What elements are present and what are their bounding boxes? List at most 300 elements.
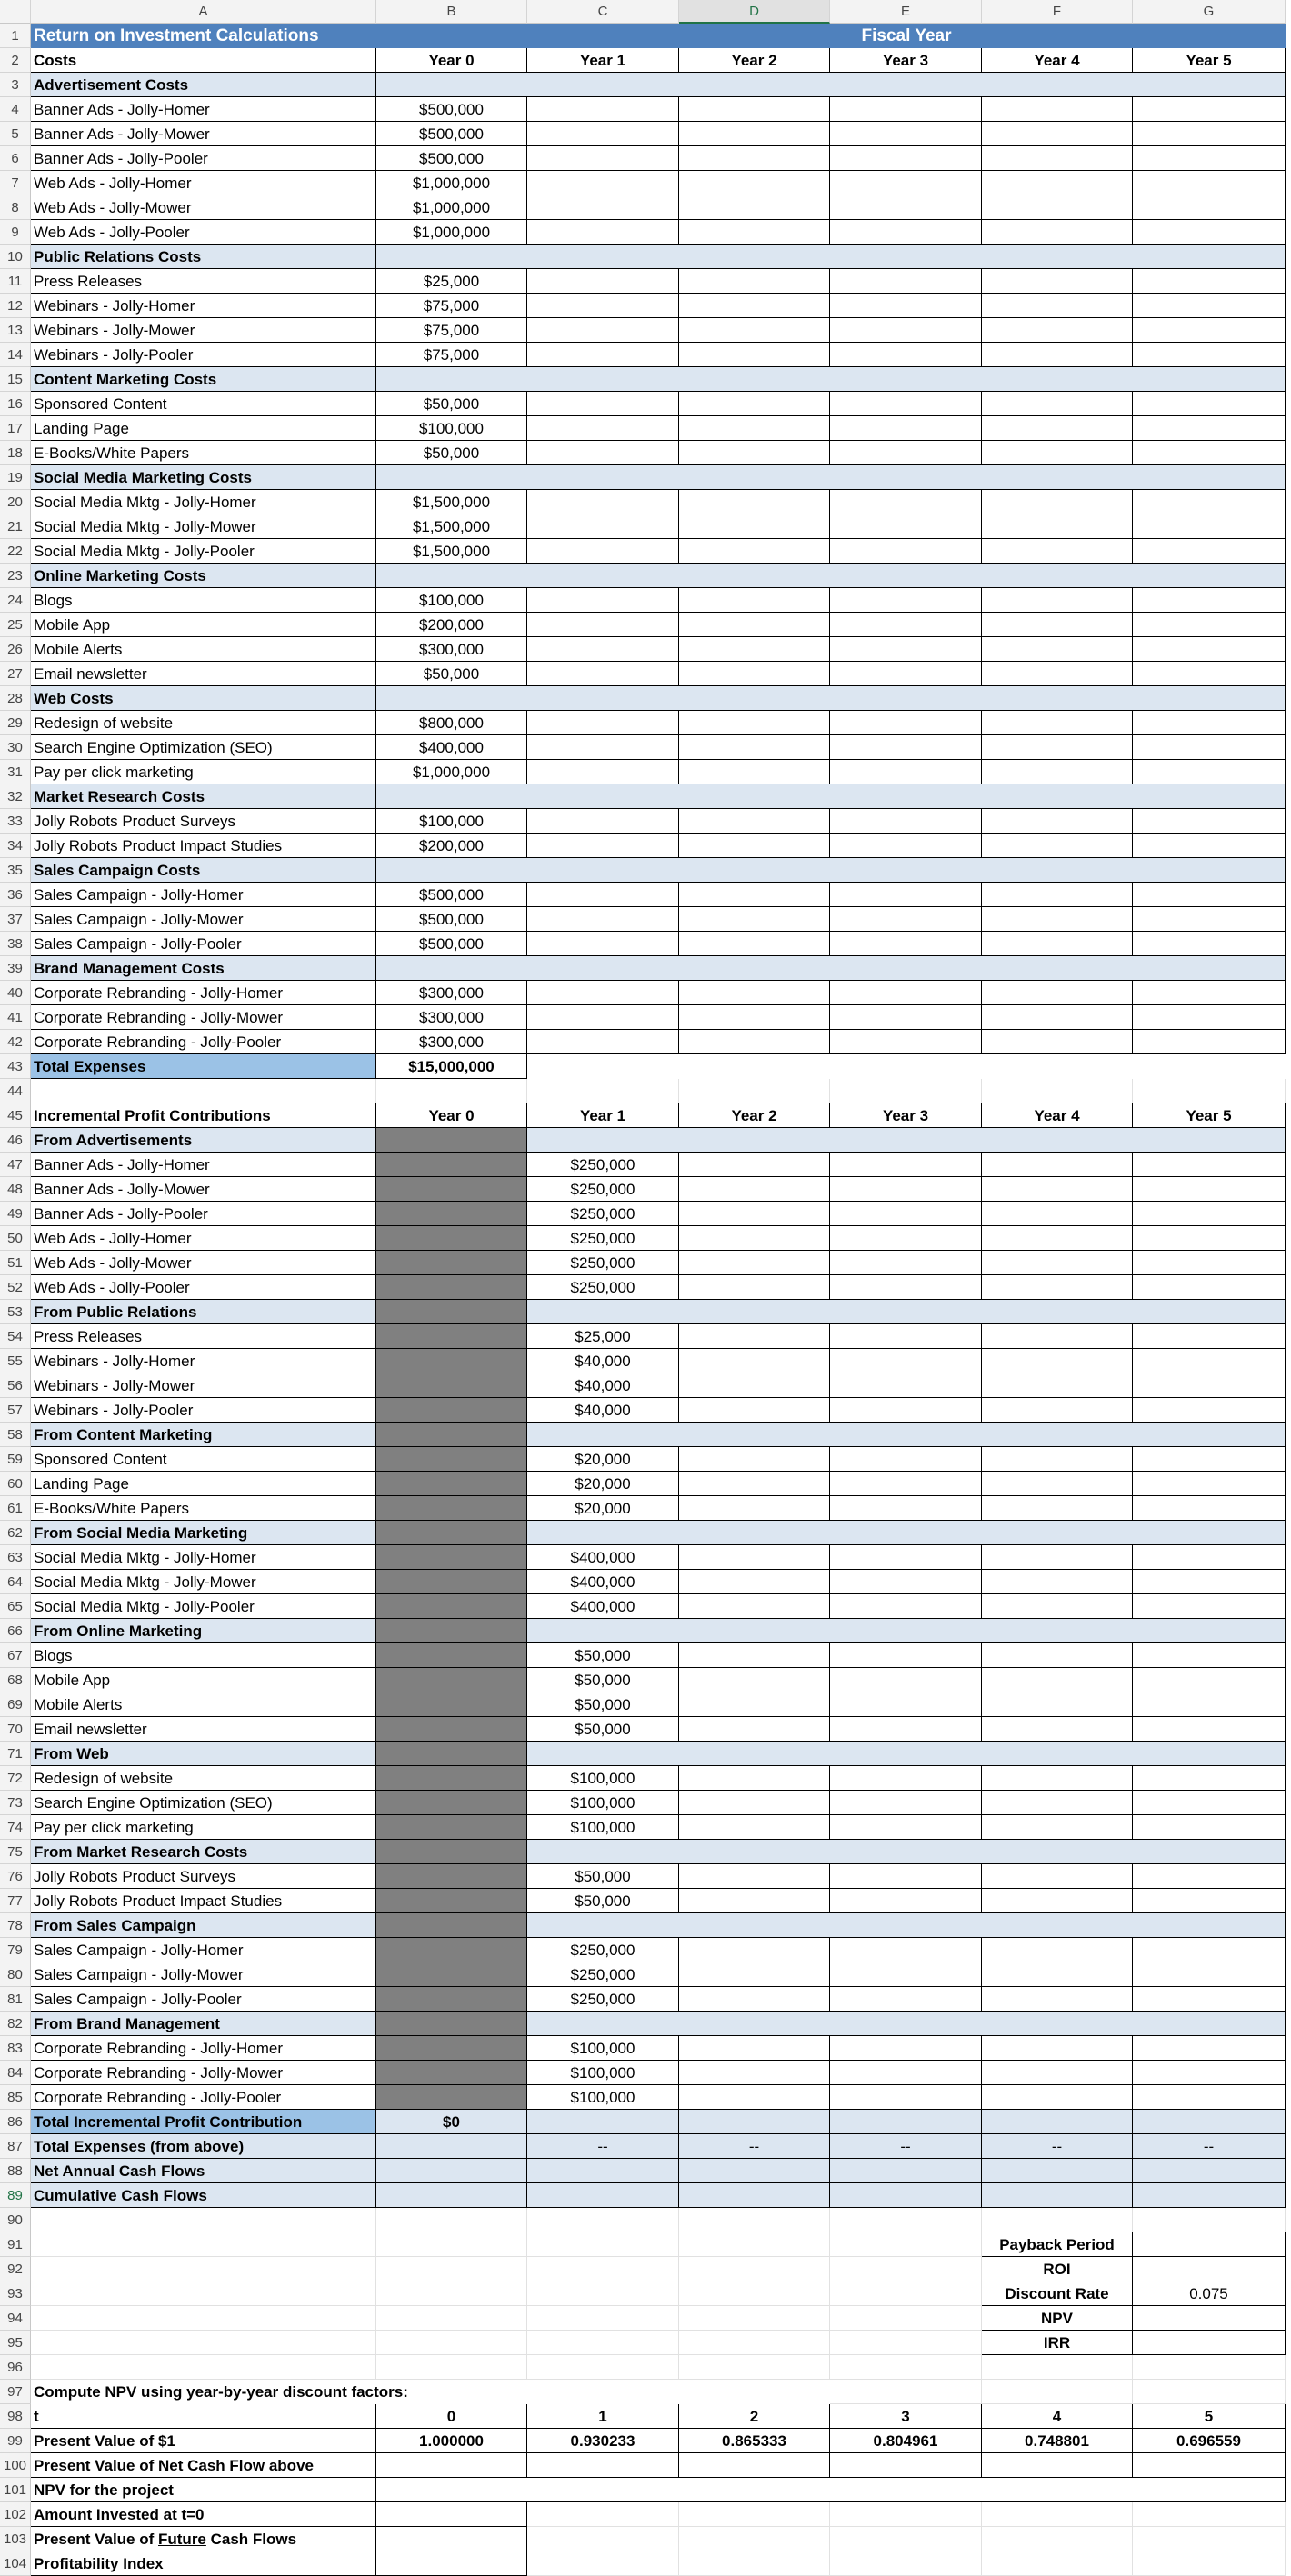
empty-cell[interactable] bbox=[679, 1005, 830, 1030]
dash-cell[interactable]: -- bbox=[527, 2134, 679, 2159]
empty-cell[interactable] bbox=[982, 1938, 1133, 1962]
gray-cell[interactable] bbox=[376, 1300, 527, 1324]
empty-cell[interactable] bbox=[679, 294, 830, 318]
row-header-8[interactable]: 8 bbox=[0, 195, 31, 220]
empty-cell[interactable] bbox=[830, 294, 982, 318]
empty-cell[interactable] bbox=[679, 122, 830, 146]
empty-cell[interactable] bbox=[527, 662, 679, 686]
row-header-56[interactable]: 56 bbox=[0, 1373, 31, 1398]
empty-cell[interactable] bbox=[527, 416, 679, 441]
empty-cell[interactable] bbox=[830, 883, 982, 907]
cost-item-label[interactable]: Banner Ads - Jolly-Mower bbox=[31, 122, 376, 146]
contribution-value-year1[interactable]: $50,000 bbox=[527, 1643, 679, 1668]
empty-cell[interactable] bbox=[1133, 2527, 1286, 2551]
contribution-section-title[interactable]: From Public Relations bbox=[31, 1300, 376, 1324]
empty-cell[interactable] bbox=[982, 1079, 1133, 1103]
cost-item-label[interactable]: Mobile App bbox=[31, 613, 376, 637]
empty-cell[interactable] bbox=[679, 735, 830, 760]
empty-cell[interactable] bbox=[830, 2183, 982, 2208]
row-header-99[interactable]: 99 bbox=[0, 2429, 31, 2453]
row-header-1[interactable]: 1 bbox=[0, 24, 31, 48]
empty-cell[interactable] bbox=[679, 2110, 830, 2134]
row-header-50[interactable]: 50 bbox=[0, 1226, 31, 1251]
empty-cell[interactable] bbox=[679, 637, 830, 662]
empty-cell[interactable] bbox=[982, 1668, 1133, 1692]
empty-cell[interactable] bbox=[982, 441, 1133, 465]
empty-cell[interactable] bbox=[31, 2281, 376, 2306]
cost-section-title[interactable]: Content Marketing Costs bbox=[31, 367, 376, 392]
row-header-75[interactable]: 75 bbox=[0, 1840, 31, 1864]
empty-cell[interactable] bbox=[527, 392, 679, 416]
empty-cell[interactable] bbox=[679, 1226, 830, 1251]
empty-cell[interactable] bbox=[982, 1472, 1133, 1496]
contribution-item-label[interactable]: Sales Campaign - Jolly-Homer bbox=[31, 1938, 376, 1962]
empty-cell[interactable] bbox=[1133, 932, 1286, 956]
cost-item-label[interactable]: Web Ads - Jolly-Pooler bbox=[31, 220, 376, 245]
year-header[interactable]: Year 1 bbox=[527, 48, 679, 73]
empty-cell[interactable] bbox=[1133, 637, 1286, 662]
empty-cell[interactable] bbox=[679, 1447, 830, 1472]
row-header-25[interactable]: 25 bbox=[0, 613, 31, 637]
gray-cell[interactable] bbox=[376, 1202, 527, 1226]
contribution-item-label[interactable]: Mobile Alerts bbox=[31, 1692, 376, 1717]
empty-cell[interactable] bbox=[679, 2085, 830, 2110]
empty-cell[interactable] bbox=[830, 1889, 982, 1913]
empty-cell[interactable] bbox=[679, 834, 830, 858]
row-header-94[interactable]: 94 bbox=[0, 2306, 31, 2331]
cost-item-label[interactable]: Jolly Robots Product Impact Studies bbox=[31, 834, 376, 858]
empty-cell[interactable] bbox=[1133, 1496, 1286, 1521]
empty-cell[interactable] bbox=[1133, 1226, 1286, 1251]
empty-cell[interactable] bbox=[982, 1545, 1133, 1570]
contribution-value-year1[interactable]: $40,000 bbox=[527, 1398, 679, 1423]
contribution-item-label[interactable]: Webinars - Jolly-Mower bbox=[31, 1373, 376, 1398]
empty-cell[interactable] bbox=[830, 318, 982, 343]
empty-cell[interactable] bbox=[376, 2232, 527, 2257]
contribution-value-year1[interactable]: $100,000 bbox=[527, 2036, 679, 2061]
empty-cell[interactable] bbox=[830, 1791, 982, 1815]
empty-cell[interactable] bbox=[982, 1791, 1133, 1815]
row-header-77[interactable]: 77 bbox=[0, 1889, 31, 1913]
empty-cell[interactable] bbox=[982, 1496, 1133, 1521]
row-header-7[interactable]: 7 bbox=[0, 171, 31, 195]
row-header-102[interactable]: 102 bbox=[0, 2502, 31, 2527]
metric-label[interactable]: Discount Rate bbox=[982, 2281, 1133, 2306]
section-band[interactable] bbox=[376, 858, 1286, 883]
empty-cell[interactable] bbox=[830, 1005, 982, 1030]
empty-cell[interactable] bbox=[830, 1594, 982, 1619]
empty-cell[interactable] bbox=[982, 809, 1133, 834]
empty-cell[interactable] bbox=[1133, 907, 1286, 932]
empty-cell[interactable] bbox=[830, 588, 982, 613]
empty-cell[interactable] bbox=[1133, 1079, 1286, 1103]
empty-cell[interactable] bbox=[830, 392, 982, 416]
contribution-item-label[interactable]: Search Engine Optimization (SEO) bbox=[31, 1791, 376, 1815]
year-header[interactable]: Year 4 bbox=[982, 1103, 1133, 1128]
empty-cell[interactable] bbox=[982, 981, 1133, 1005]
cost-item-label[interactable]: Corporate Rebranding - Jolly-Pooler bbox=[31, 1030, 376, 1054]
contribution-value-year1[interactable]: $100,000 bbox=[527, 1791, 679, 1815]
empty-cell[interactable] bbox=[982, 1030, 1133, 1054]
empty-cell[interactable] bbox=[679, 1962, 830, 1987]
contribution-item-label[interactable]: Pay per click marketing bbox=[31, 1815, 376, 1840]
empty-cell[interactable] bbox=[830, 416, 982, 441]
cost-value-year0[interactable]: $500,000 bbox=[376, 122, 527, 146]
dash-cell[interactable]: -- bbox=[679, 2134, 830, 2159]
cost-value-year0[interactable]: $1,000,000 bbox=[376, 195, 527, 220]
empty-cell[interactable] bbox=[679, 1472, 830, 1496]
row-header-4[interactable]: 4 bbox=[0, 97, 31, 122]
empty-cell[interactable] bbox=[830, 711, 982, 735]
row-header-47[interactable]: 47 bbox=[0, 1153, 31, 1177]
empty-cell[interactable] bbox=[527, 1005, 679, 1030]
row-header-82[interactable]: 82 bbox=[0, 2012, 31, 2036]
empty-cell[interactable] bbox=[527, 883, 679, 907]
row-header-67[interactable]: 67 bbox=[0, 1643, 31, 1668]
empty-cell[interactable] bbox=[1133, 1324, 1286, 1349]
contribution-value-year1[interactable]: $250,000 bbox=[527, 1226, 679, 1251]
empty-cell[interactable] bbox=[1133, 2036, 1286, 2061]
contribution-item-label[interactable]: Webinars - Jolly-Pooler bbox=[31, 1398, 376, 1423]
contribution-item-label[interactable]: Social Media Mktg - Jolly-Pooler bbox=[31, 1594, 376, 1619]
empty-cell[interactable] bbox=[679, 1275, 830, 1300]
empty-cell[interactable] bbox=[830, 2281, 982, 2306]
cost-item-label[interactable]: Jolly Robots Product Surveys bbox=[31, 809, 376, 834]
column-header-A[interactable]: A bbox=[31, 0, 376, 24]
year-header[interactable]: Year 5 bbox=[1133, 48, 1286, 73]
row-header-53[interactable]: 53 bbox=[0, 1300, 31, 1324]
empty-cell[interactable] bbox=[527, 2502, 679, 2527]
section-band[interactable] bbox=[527, 1742, 1286, 1766]
empty-cell[interactable] bbox=[982, 2502, 1133, 2527]
empty-cell[interactable] bbox=[527, 809, 679, 834]
empty-cell[interactable] bbox=[679, 490, 830, 514]
row-header-52[interactable]: 52 bbox=[0, 1275, 31, 1300]
dash-cell[interactable]: -- bbox=[1133, 2134, 1286, 2159]
empty-cell[interactable] bbox=[1133, 2061, 1286, 2085]
t-label[interactable]: t bbox=[31, 2404, 376, 2429]
row-header-33[interactable]: 33 bbox=[0, 809, 31, 834]
cost-section-title[interactable]: Brand Management Costs bbox=[31, 956, 376, 981]
empty-cell[interactable] bbox=[527, 711, 679, 735]
year-header[interactable]: Year 2 bbox=[679, 1103, 830, 1128]
empty-cell[interactable] bbox=[679, 2453, 830, 2478]
empty-cell[interactable] bbox=[982, 97, 1133, 122]
contribution-section-title[interactable]: From Online Marketing bbox=[31, 1619, 376, 1643]
cost-value-year0[interactable]: $300,000 bbox=[376, 1005, 527, 1030]
empty-cell[interactable] bbox=[1133, 318, 1286, 343]
empty-cell[interactable] bbox=[830, 1643, 982, 1668]
cost-value-year0[interactable]: $100,000 bbox=[376, 588, 527, 613]
empty-cell[interactable] bbox=[31, 2232, 376, 2257]
pv-future-value[interactable] bbox=[376, 2527, 527, 2551]
pv-value[interactable]: 0.748801 bbox=[982, 2429, 1133, 2453]
empty-cell[interactable] bbox=[527, 2527, 679, 2551]
contribution-item-label[interactable]: E-Books/White Papers bbox=[31, 1496, 376, 1521]
gray-cell[interactable] bbox=[376, 1742, 527, 1766]
pv-value[interactable]: 0.930233 bbox=[527, 2429, 679, 2453]
pv-value[interactable]: 1.000000 bbox=[376, 2429, 527, 2453]
cost-item-label[interactable]: Redesign of website bbox=[31, 711, 376, 735]
npv-heading[interactable]: Compute NPV using year-by-year discount factors: bbox=[34, 2383, 408, 2401]
empty-cell[interactable] bbox=[679, 1987, 830, 2012]
row-header-48[interactable]: 48 bbox=[0, 1177, 31, 1202]
contribution-item-label[interactable]: Mobile App bbox=[31, 1668, 376, 1692]
empty-cell[interactable] bbox=[982, 834, 1133, 858]
row-header-3[interactable]: 3 bbox=[0, 73, 31, 97]
empty-cell[interactable] bbox=[1133, 1153, 1286, 1177]
empty-cell[interactable] bbox=[982, 907, 1133, 932]
section-band[interactable] bbox=[527, 1300, 1286, 1324]
gray-cell[interactable] bbox=[376, 2061, 527, 2085]
empty-cell[interactable] bbox=[679, 2527, 830, 2551]
empty-cell[interactable] bbox=[376, 2257, 527, 2281]
empty-cell[interactable] bbox=[527, 97, 679, 122]
contribution-item-label[interactable]: Redesign of website bbox=[31, 1766, 376, 1791]
cost-section-title[interactable]: Advertisement Costs bbox=[31, 73, 376, 97]
empty-cell[interactable] bbox=[679, 981, 830, 1005]
empty-cell[interactable] bbox=[679, 1079, 830, 1103]
empty-cell[interactable] bbox=[982, 1962, 1133, 1987]
empty-cell[interactable] bbox=[830, 97, 982, 122]
empty-cell[interactable] bbox=[527, 981, 679, 1005]
contribution-value-year1[interactable]: $100,000 bbox=[527, 2061, 679, 2085]
empty-cell[interactable] bbox=[830, 2257, 982, 2281]
empty-cell[interactable] bbox=[830, 1987, 982, 2012]
t-value[interactable]: 2 bbox=[679, 2404, 830, 2429]
row-header-78[interactable]: 78 bbox=[0, 1913, 31, 1938]
contribution-value-year1[interactable]: $250,000 bbox=[527, 1962, 679, 1987]
metric-value[interactable] bbox=[1133, 2257, 1286, 2281]
empty-cell[interactable] bbox=[1133, 490, 1286, 514]
metric-value[interactable] bbox=[1133, 2306, 1286, 2331]
empty-cell[interactable] bbox=[527, 588, 679, 613]
row-header-86[interactable]: 86 bbox=[0, 2110, 31, 2134]
empty-cell[interactable] bbox=[527, 195, 679, 220]
empty-cell[interactable] bbox=[527, 2331, 679, 2355]
cost-item-label[interactable]: Social Media Mktg - Jolly-Pooler bbox=[31, 539, 376, 564]
net-annual-label[interactable]: Net Annual Cash Flows bbox=[31, 2159, 376, 2183]
empty-cell[interactable] bbox=[679, 613, 830, 637]
gray-cell[interactable] bbox=[376, 1987, 527, 2012]
empty-cell[interactable] bbox=[982, 343, 1133, 367]
cost-item-label[interactable]: Social Media Mktg - Jolly-Mower bbox=[31, 514, 376, 539]
row-header-76[interactable]: 76 bbox=[0, 1864, 31, 1889]
empty-cell[interactable] bbox=[1133, 1668, 1286, 1692]
empty-cell[interactable] bbox=[1133, 2159, 1286, 2183]
empty-cell[interactable] bbox=[679, 1692, 830, 1717]
empty-cell[interactable] bbox=[982, 416, 1133, 441]
empty-cell[interactable] bbox=[527, 2110, 679, 2134]
empty-cell[interactable] bbox=[527, 514, 679, 539]
empty-cell[interactable] bbox=[1133, 2551, 1286, 2576]
profitability-label[interactable]: Profitability Index bbox=[31, 2551, 376, 2576]
empty-cell[interactable] bbox=[31, 2208, 376, 2232]
metric-value[interactable] bbox=[1133, 2232, 1286, 2257]
empty-cell[interactable] bbox=[376, 2183, 527, 2208]
empty-cell[interactable] bbox=[1133, 2453, 1286, 2478]
total-contribution-label[interactable]: Total Incremental Profit Contribution bbox=[31, 2110, 376, 2134]
gray-cell[interactable] bbox=[376, 1692, 527, 1717]
empty-cell[interactable] bbox=[982, 1717, 1133, 1742]
empty-cell[interactable] bbox=[830, 1938, 982, 1962]
empty-cell[interactable] bbox=[679, 269, 830, 294]
row-header-87[interactable]: 87 bbox=[0, 2134, 31, 2159]
gray-cell[interactable] bbox=[376, 1913, 527, 1938]
empty-cell[interactable] bbox=[527, 613, 679, 637]
empty-cell[interactable] bbox=[376, 2355, 527, 2380]
empty-cell[interactable] bbox=[982, 146, 1133, 171]
section-band[interactable] bbox=[376, 245, 1286, 269]
cost-item-label[interactable]: Mobile Alerts bbox=[31, 637, 376, 662]
cost-value-year0[interactable]: $200,000 bbox=[376, 613, 527, 637]
empty-cell[interactable] bbox=[830, 1668, 982, 1692]
column-header-G[interactable]: G bbox=[1133, 0, 1286, 24]
npv-project-value[interactable] bbox=[376, 2478, 1286, 2502]
section-band[interactable] bbox=[376, 73, 1286, 97]
cost-value-year0[interactable]: $1,500,000 bbox=[376, 490, 527, 514]
contribution-value-year1[interactable]: $250,000 bbox=[527, 1202, 679, 1226]
fiscal-year-header[interactable]: Fiscal Year bbox=[527, 24, 1286, 48]
cost-value-year0[interactable]: $1,000,000 bbox=[376, 760, 527, 784]
section-band[interactable] bbox=[527, 1913, 1286, 1938]
empty-cell[interactable] bbox=[830, 1692, 982, 1717]
cost-item-label[interactable]: Landing Page bbox=[31, 416, 376, 441]
costs-label[interactable]: Costs bbox=[31, 48, 376, 73]
empty-cell[interactable] bbox=[527, 1079, 679, 1103]
row-header-30[interactable]: 30 bbox=[0, 735, 31, 760]
row-header-90[interactable]: 90 bbox=[0, 2208, 31, 2232]
empty-cell[interactable] bbox=[982, 1177, 1133, 1202]
empty-cell[interactable] bbox=[1133, 392, 1286, 416]
empty-cell[interactable] bbox=[1133, 539, 1286, 564]
contribution-value-year1[interactable]: $100,000 bbox=[527, 1815, 679, 1840]
empty-cell[interactable] bbox=[982, 613, 1133, 637]
contribution-item-label[interactable]: Webinars - Jolly-Homer bbox=[31, 1349, 376, 1373]
row-header-70[interactable]: 70 bbox=[0, 1717, 31, 1742]
pv-label[interactable]: Present Value of $1 bbox=[31, 2429, 376, 2453]
section-band[interactable] bbox=[527, 1619, 1286, 1643]
empty-cell[interactable] bbox=[830, 2331, 982, 2355]
empty-cell[interactable] bbox=[527, 2232, 679, 2257]
empty-cell[interactable] bbox=[1133, 1177, 1286, 1202]
empty-cell[interactable] bbox=[830, 1251, 982, 1275]
row-header-54[interactable]: 54 bbox=[0, 1324, 31, 1349]
empty-cell[interactable] bbox=[679, 1938, 830, 1962]
empty-cell[interactable] bbox=[982, 392, 1133, 416]
row-header-95[interactable]: 95 bbox=[0, 2331, 31, 2355]
empty-cell[interactable] bbox=[679, 1153, 830, 1177]
empty-cell[interactable] bbox=[982, 1005, 1133, 1030]
empty-cell[interactable] bbox=[527, 2306, 679, 2331]
cost-item-label[interactable]: Press Releases bbox=[31, 269, 376, 294]
cost-value-year0[interactable]: $1,500,000 bbox=[376, 514, 527, 539]
empty-cell[interactable] bbox=[527, 2183, 679, 2208]
empty-cell[interactable] bbox=[527, 1030, 679, 1054]
row-header-58[interactable]: 58 bbox=[0, 1423, 31, 1447]
empty-cell[interactable] bbox=[679, 514, 830, 539]
contribution-item-label[interactable]: Press Releases bbox=[31, 1324, 376, 1349]
empty-cell[interactable] bbox=[527, 343, 679, 367]
empty-cell[interactable] bbox=[830, 2306, 982, 2331]
column-header-F[interactable]: F bbox=[982, 0, 1133, 24]
cost-value-year0[interactable]: $1,500,000 bbox=[376, 539, 527, 564]
cost-value-year0[interactable]: $1,000,000 bbox=[376, 171, 527, 195]
row-header-27[interactable]: 27 bbox=[0, 662, 31, 686]
empty-cell[interactable] bbox=[1133, 1717, 1286, 1742]
empty-cell[interactable] bbox=[1133, 1570, 1286, 1594]
empty-cell[interactable] bbox=[982, 1594, 1133, 1619]
empty-cell[interactable] bbox=[527, 269, 679, 294]
empty-cell[interactable] bbox=[830, 122, 982, 146]
contribution-item-label[interactable]: Email newsletter bbox=[31, 1717, 376, 1742]
row-header-65[interactable]: 65 bbox=[0, 1594, 31, 1619]
empty-cell[interactable] bbox=[1133, 1987, 1286, 2012]
total-expenses-label[interactable]: Total Expenses bbox=[31, 1054, 376, 1079]
contribution-section-title[interactable]: From Sales Campaign bbox=[31, 1913, 376, 1938]
row-header-42[interactable]: 42 bbox=[0, 1030, 31, 1054]
empty-cell[interactable] bbox=[527, 2159, 679, 2183]
empty-cell[interactable] bbox=[527, 441, 679, 465]
contribution-item-label[interactable]: Landing Page bbox=[31, 1472, 376, 1496]
empty-cell[interactable] bbox=[830, 1815, 982, 1840]
row-header-34[interactable]: 34 bbox=[0, 834, 31, 858]
empty-cell[interactable] bbox=[830, 1324, 982, 1349]
empty-cell[interactable] bbox=[982, 490, 1133, 514]
section-band[interactable] bbox=[376, 367, 1286, 392]
empty-cell[interactable] bbox=[376, 2159, 527, 2183]
empty-cell[interactable] bbox=[982, 2159, 1133, 2183]
empty-cell[interactable] bbox=[830, 441, 982, 465]
empty-cell[interactable] bbox=[527, 122, 679, 146]
empty-cell[interactable] bbox=[1133, 220, 1286, 245]
contribution-value-year1[interactable]: $20,000 bbox=[527, 1496, 679, 1521]
year-header[interactable]: Year 0 bbox=[376, 1103, 527, 1128]
gray-cell[interactable] bbox=[376, 1815, 527, 1840]
empty-cell[interactable] bbox=[830, 981, 982, 1005]
section-band[interactable] bbox=[376, 465, 1286, 490]
cost-item-label[interactable]: Social Media Mktg - Jolly-Homer bbox=[31, 490, 376, 514]
empty-cell[interactable] bbox=[982, 588, 1133, 613]
empty-cell[interactable] bbox=[1133, 171, 1286, 195]
empty-cell[interactable] bbox=[1133, 1202, 1286, 1226]
empty-cell[interactable] bbox=[679, 1324, 830, 1349]
empty-cell[interactable] bbox=[830, 2355, 982, 2380]
row-header-2[interactable]: 2 bbox=[0, 48, 31, 73]
empty-cell[interactable] bbox=[982, 1251, 1133, 1275]
metric-label[interactable]: ROI bbox=[982, 2257, 1133, 2281]
row-header-97[interactable]: 97 bbox=[0, 2380, 31, 2404]
empty-cell[interactable] bbox=[679, 1545, 830, 1570]
empty-cell[interactable] bbox=[679, 1815, 830, 1840]
empty-cell[interactable] bbox=[982, 2036, 1133, 2061]
empty-cell[interactable] bbox=[830, 2085, 982, 2110]
gray-cell[interactable] bbox=[376, 1570, 527, 1594]
contribution-value-year1[interactable]: $400,000 bbox=[527, 1545, 679, 1570]
empty-cell[interactable] bbox=[982, 1275, 1133, 1300]
empty-cell[interactable] bbox=[982, 539, 1133, 564]
row-header-26[interactable]: 26 bbox=[0, 637, 31, 662]
contribution-value-year1[interactable]: $20,000 bbox=[527, 1472, 679, 1496]
contribution-value-year1[interactable]: $40,000 bbox=[527, 1373, 679, 1398]
empty-cell[interactable] bbox=[1133, 1545, 1286, 1570]
gray-cell[interactable] bbox=[376, 1962, 527, 1987]
empty-cell[interactable] bbox=[527, 760, 679, 784]
empty-cell[interactable] bbox=[31, 2331, 376, 2355]
empty-cell[interactable] bbox=[830, 2551, 982, 2576]
empty-cell[interactable] bbox=[830, 2232, 982, 2257]
empty-cell[interactable] bbox=[1133, 613, 1286, 637]
